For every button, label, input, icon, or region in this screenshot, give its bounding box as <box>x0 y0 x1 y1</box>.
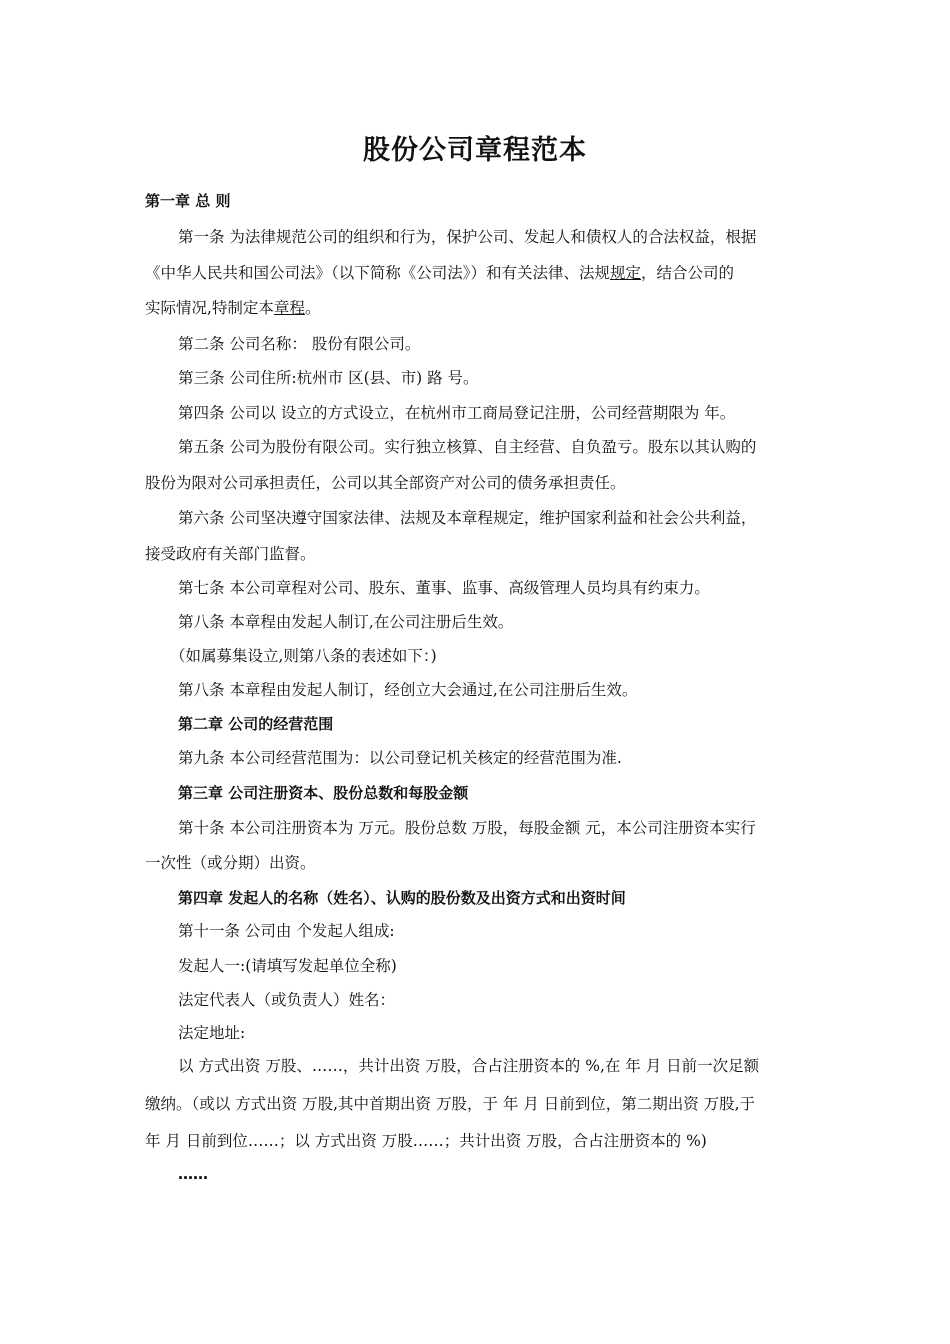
article-1-line-3-text-b: 。 <box>304 299 321 317</box>
article-6-line-2: 接受政府有关部门监督。 <box>145 545 316 563</box>
article-3: 第三条 公司住所:杭州市 区(县、市) 路 号。 <box>178 369 479 387</box>
article-2: 第二条 公司名称： 股份有限公司。 <box>178 335 421 353</box>
article-1-line-2-text-a: 《中华人民共和国公司法》（以下简称《公司法》）和有关法律、法规 <box>145 264 611 282</box>
article-8-note: （如属募集设立,则第八条的表述如下：) <box>170 647 437 665</box>
article-4: 第四条 公司以 设立的方式设立，在杭州市工商局登记注册，公司经营期限为 年。 <box>178 404 736 422</box>
article-8-alternative: 第八条 本章程由发起人制订，经创立大会通过,在公司注册后生效。 <box>178 681 638 699</box>
chapter-3-heading: 第三章 公司注册资本、股份总数和每股金额 <box>178 784 469 802</box>
article-9: 第九条 本公司经营范围为：以公司登记机关核定的经营范围为准. <box>178 749 622 767</box>
continuation-ellipsis: …… <box>178 1165 208 1183</box>
chapter-2-heading: 第二章 公司的经营范围 <box>178 715 334 733</box>
article-8: 第八条 本章程由发起人制订,在公司注册后生效。 <box>178 613 514 631</box>
article-1-line-3-text-a: 实际情况,特制定本 <box>145 299 274 317</box>
contribution-line-1: 以 方式出资 万股、……，共计出资 万股，合占注册资本的 %,在 年 月 日前一次足额 <box>178 1057 760 1075</box>
legal-address: 法定地址: <box>178 1024 246 1042</box>
article-11: 第十一条 公司由 个发起人组成: <box>178 922 395 940</box>
chapter-1-heading: 第一章 总 则 <box>145 192 231 210</box>
document-title: 股份公司章程范本 <box>363 135 587 166</box>
article-10-line-2: 一次性（或分期）出资。 <box>145 854 316 872</box>
article-7: 第七条 本公司章程对公司、股东、董事、监事、高级管理人员均具有约束力。 <box>178 579 710 597</box>
article-1-line-2-underlined: 规定 <box>610 264 642 282</box>
article-5-line-1: 第五条 公司为股份有限公司。实行独立核算、自主经营、自负盈亏。股东以其认购的 <box>178 438 757 456</box>
founder-1: 发起人一:(请填写发起单位全称) <box>178 957 397 975</box>
article-1-line-3 <box>145 297 320 319</box>
article-1-line-2-text-b: ，结合公司的 <box>641 264 735 282</box>
legal-representative: 法定代表人（或负责人）姓名： <box>178 991 396 1009</box>
article-1-line-1: 第一条 为法律规范公司的组织和行为，保护公司、发起人和债权人的合法权益，根据 <box>178 228 757 246</box>
article-5-line-2: 股份为限对公司承担责任，公司以其全部资产对公司的债务承担责任。 <box>145 474 626 492</box>
contribution-line-2: 缴纳。（或以 方式出资 万股,其中首期出资 万股，于 年 月 日前到位，第二期出资 万股,于 <box>145 1095 756 1113</box>
article-1-line-3-underlined: 章程 <box>273 299 305 317</box>
article-1-line-2 <box>145 262 734 284</box>
chapter-4-heading: 第四章 发起人的名称（姓名）、认购的股份数及出资方式和出资时间 <box>178 889 626 907</box>
article-6-line-1: 第六条 公司坚决遵守国家法律、法规及本章程规定，维护国家利益和社会公共利益， <box>178 509 757 527</box>
contribution-line-3: 年 月 日前到位……；以 方式出资 万股……；共计出资 万股，合占注册资本的 %) <box>145 1132 707 1150</box>
article-10-line-1: 第十条 本公司注册资本为 万元。股份总数 万股，每股金额 元，本公司注册资本实行 <box>178 819 756 837</box>
